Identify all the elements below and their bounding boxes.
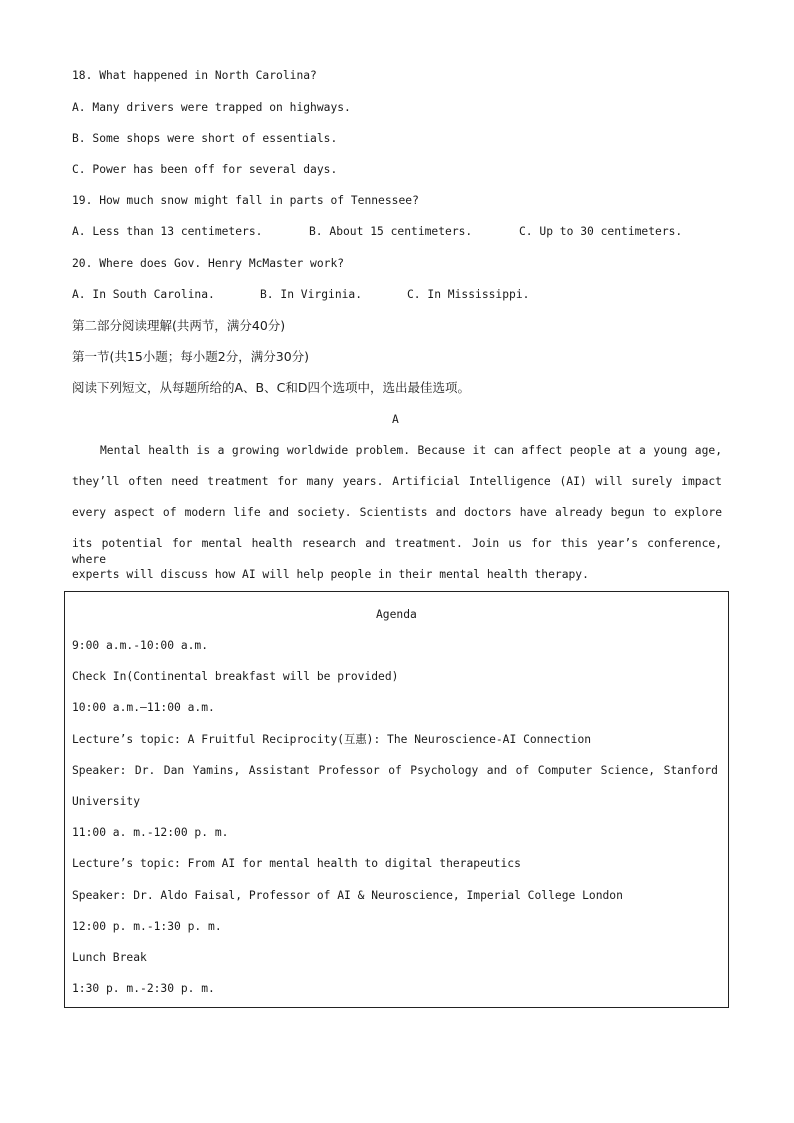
agenda-box [64, 591, 729, 1008]
question-stem: 20. Where does Gov. Henry McMaster work? [72, 257, 345, 270]
option-b: B. About 15 centimeters. [309, 225, 473, 238]
option-b: B. In Virginia. [260, 288, 363, 301]
passage-line: every aspect of modern life and society. Scientists and doctors have already begun to explore [72, 506, 722, 519]
agenda-topic: Lecture’s topic: From AI for mental health to digital therapeutics [72, 857, 521, 870]
agenda-topic: Lecture’s topic: A Fruitful Reciprocity(互惠): The Neuroscience-AI Connection [72, 733, 592, 746]
agenda-title: Agenda [376, 608, 417, 621]
part-title: 第二部分阅读理解(共两节，满分40分) [72, 318, 286, 333]
agenda-item: Lunch Break [72, 951, 147, 964]
option-a: A. In South Carolina. [72, 288, 215, 301]
passage-line: its potential for mental health research and treatment. Join us for this year’s conference, where [72, 537, 722, 566]
section-instruction: 阅读下列短文，从每题所给的A、B、C和D四个选项中，选出最佳选项。 [72, 380, 470, 395]
option-c: C. Up to 30 centimeters. [519, 225, 683, 238]
agenda-time: 11:00 a. m.-12:00 p. m. [72, 826, 229, 839]
passage-line: experts will discuss how AI will help people in their mental health therapy. [72, 568, 589, 581]
agenda-speaker: Speaker: Dr. Dan Yamins, Assistant Professor of Psychology and of Computer Science, Stanford [72, 764, 718, 777]
agenda-time: 12:00 p. m.-1:30 p. m. [72, 920, 222, 933]
agenda-time: 1:30 p. m.-2:30 p. m. [72, 982, 215, 995]
option-c: C. In Mississippi. [407, 288, 530, 301]
passage-line: they’ll often need treatment for many years. Artificial Intelligence (AI) will surely impact [72, 475, 722, 488]
agenda-time: 10:00 a.m.–11:00 a.m. [72, 701, 215, 714]
passage-line: Mental health is a growing worldwide problem. Because it can affect people at a young age, [100, 444, 722, 457]
option-b: B. Some shops were short of essentials. [72, 132, 338, 145]
agenda-speaker-cont: University [72, 795, 141, 808]
section-subtitle: 第一节(共15小题；每小题2分，满分30分) [72, 349, 310, 364]
option-a: A. Less than 13 centimeters. [72, 225, 263, 238]
agenda-time: 9:00 a.m.-10:00 a.m. [72, 639, 209, 652]
option-a: A. Many drivers were trapped on highways. [72, 101, 351, 114]
option-c: C. Power has been off for several days. [72, 163, 338, 176]
question-stem: 19. How much snow might fall in parts of Tennessee? [72, 194, 419, 207]
agenda-speaker: Speaker: Dr. Aldo Faisal, Professor of AI & Neuroscience, Imperial College London [72, 889, 623, 902]
question-stem: 18. What happened in North Carolina? [72, 69, 317, 82]
passage-label: A [392, 413, 399, 426]
agenda-item: Check In(Continental breakfast will be provided) [72, 670, 399, 683]
